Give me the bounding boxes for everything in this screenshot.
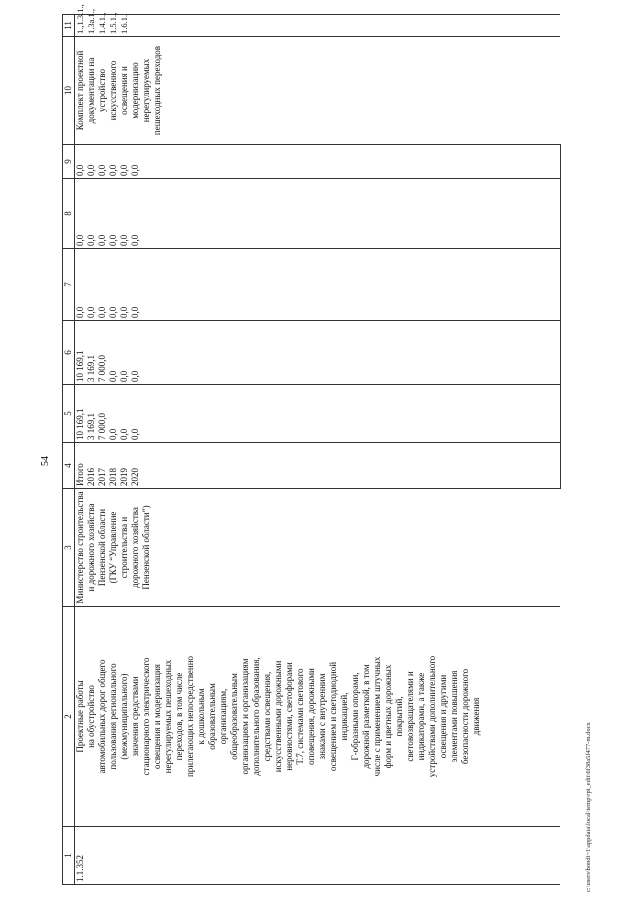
work-description-line: (межмуниципального) (119, 673, 129, 760)
header-cell: 9 (63, 145, 75, 179)
expected-result (75, 37, 561, 145)
expected-result-line: устройство (97, 69, 107, 112)
expected-result-line: модернизацию (130, 62, 140, 119)
work-description-line: устройствами дополнительного (427, 655, 437, 778)
year-cell: 2017 (97, 443, 108, 489)
work-description-line: числе с применением штучных (372, 656, 382, 777)
col7-cell: 0,0 (108, 249, 119, 321)
col8-cell: 0,0 (130, 179, 560, 249)
work-description-line: неровностями, светофорами (284, 662, 294, 771)
work-description-line: на обустройство (86, 685, 96, 748)
expected-result-line: Комплект проектной (75, 50, 85, 131)
file-path-footer: c:\users\bondi~1\appdata\local\temp\rpt_edit\6f38a5f477-m.docx (585, 722, 592, 892)
page-number: 54 (40, 456, 51, 466)
expected-result-line: документации на (86, 57, 96, 124)
table-row (75, 15, 87, 885)
indicator-code-line: 1.6.1. (119, 14, 129, 34)
col8-cell: 0,0 (75, 179, 87, 249)
work-description-line: Г-образными опорами, (350, 672, 360, 761)
executor-line: Пензенской области”) (141, 505, 151, 590)
work-description-line: освещения и модернизация (152, 664, 162, 769)
work-description-line: автомобильных дорог общего (97, 659, 107, 774)
col8-cell: 0,0 (108, 179, 119, 249)
work-description-line: прилегающих непосредственно (185, 655, 195, 778)
executor-line: дорожного хозяйства (130, 507, 140, 588)
col6-cell: 10 169,1 (75, 321, 87, 385)
executor-line: Министерство строительства (75, 491, 85, 604)
work-description-line: пользования регионального (108, 663, 118, 770)
col7-cell: 0,0 (75, 249, 87, 321)
header-cell: 11 (63, 15, 75, 37)
col6-cell: 0,0 (119, 321, 130, 385)
col9-cell: 0,0 (119, 145, 130, 179)
col5-cell: 7 000,0 (97, 385, 108, 443)
indicator-code-line: 1.4.1., (97, 12, 107, 34)
work-description-line: к дошкольным (196, 688, 206, 745)
work-description-line: покрытий, (394, 696, 404, 737)
work-description-line: дорожной разметкой, в том (361, 664, 371, 769)
work-description-line: индикацией, (339, 692, 349, 741)
header-cell: 10 (63, 37, 75, 145)
year-cell: 2016 (86, 443, 97, 489)
executor-line: и дорожного хозяйства (86, 503, 96, 592)
col8-cell: 0,0 (86, 179, 97, 249)
work-description-line: элементами повышения (449, 670, 459, 763)
work-description-line: нерегулируемых пешеходных (163, 659, 173, 774)
col5-cell: 10 169,1 (75, 385, 87, 443)
col5-cell: 0,0 (119, 385, 130, 443)
col5-cell: 3 169,1 (86, 385, 97, 443)
work-description-line: форм и цветных дорожных (383, 664, 393, 769)
col6-cell: 0,0 (130, 321, 560, 385)
header-row (63, 15, 75, 885)
col7-cell: 0,0 (119, 249, 130, 321)
program-table (62, 4, 561, 885)
work-description-line: образовательным (207, 683, 217, 750)
work-description-line: дополнительного образования, (251, 657, 261, 776)
row-code: 1.1.352 (75, 827, 561, 885)
header-cell: 3 (63, 489, 75, 607)
executor-line: Пензенской области (97, 508, 107, 587)
col8-cell: 0,0 (119, 179, 130, 249)
year-cell: 2019 (119, 443, 130, 489)
col5-cell: 0,0 (130, 385, 560, 443)
work-description-line: знаками с внутренним (317, 673, 327, 760)
work-description-line: общеобразовательным (229, 673, 239, 760)
work-description-line: организациям и организациям (240, 658, 250, 775)
col8-cell: 0,0 (97, 179, 108, 249)
work-description-line: оповещения, дорожными (306, 668, 316, 765)
work-description-line: стационарного электрического (141, 657, 151, 776)
indicator-code-line: 1.,1.3.1., (75, 4, 85, 34)
year-cell: Итого (75, 443, 87, 489)
col7-cell: 0,0 (86, 249, 97, 321)
col9-cell: 0,0 (86, 145, 97, 179)
work-description-line: значения средствами (130, 676, 140, 757)
expected-result-line: освещения и (119, 66, 129, 115)
work-description-line: освещением и светодиодной (328, 661, 338, 772)
col7-cell: 0,0 (130, 249, 560, 321)
expected-result-line: пешеходных переходов (152, 45, 162, 136)
col5-cell: 0,0 (108, 385, 119, 443)
work-description-line: движения (471, 697, 481, 736)
rotated-sheet (62, 4, 624, 885)
year-cell: 2020 (130, 443, 560, 489)
expected-result-line: нерегулируемых (141, 58, 151, 123)
header-cell: 5 (63, 385, 75, 443)
col9-cell: 0,0 (75, 145, 87, 179)
year-cell: 2018 (108, 443, 119, 489)
col7-cell: 0,0 (97, 249, 108, 321)
header-cell: 7 (63, 249, 75, 321)
col6-cell: 7 000,0 (97, 321, 108, 385)
work-description-line: безопасности дорожного (460, 668, 470, 765)
work-description-line: искусственными дорожными (273, 660, 283, 773)
executor-line: строительства и (119, 516, 129, 579)
work-description-line: световозвращателями и (405, 671, 415, 762)
indicator-code-line: 1.3a.1., (86, 8, 96, 34)
work-description-line: средствами освещения, (262, 671, 272, 762)
header-cell: 8 (63, 179, 75, 249)
work-description-line: освещения и другими (438, 674, 448, 759)
work-description-line: переходов, в том числе (174, 672, 184, 761)
work-description-line: Т.7, системами светового (295, 668, 305, 765)
col6-cell: 0,0 (108, 321, 119, 385)
header-cell: 4 (63, 443, 75, 489)
executor-line: (ГКУ “Управление (108, 511, 118, 584)
work-description-line: индикаторами, а также (416, 672, 426, 761)
indicator-codes (75, 4, 561, 37)
expected-result-line: искусственного (108, 60, 118, 121)
work-description-line: Проектные работы (75, 680, 85, 753)
indicator-code-line: 1.5.1., (108, 12, 118, 34)
col9-cell: 0,0 (108, 145, 119, 179)
executor (75, 489, 561, 607)
col6-cell: 3 169,1 (86, 321, 97, 385)
header-cell: 2 (63, 607, 75, 827)
work-description-line: организациям, (218, 688, 228, 745)
header-cell: 1 (63, 827, 75, 885)
col9-cell: 0,0 (97, 145, 108, 179)
header-cell: 6 (63, 321, 75, 385)
work-description (75, 607, 561, 827)
col9-cell: 0,0 (130, 145, 560, 179)
